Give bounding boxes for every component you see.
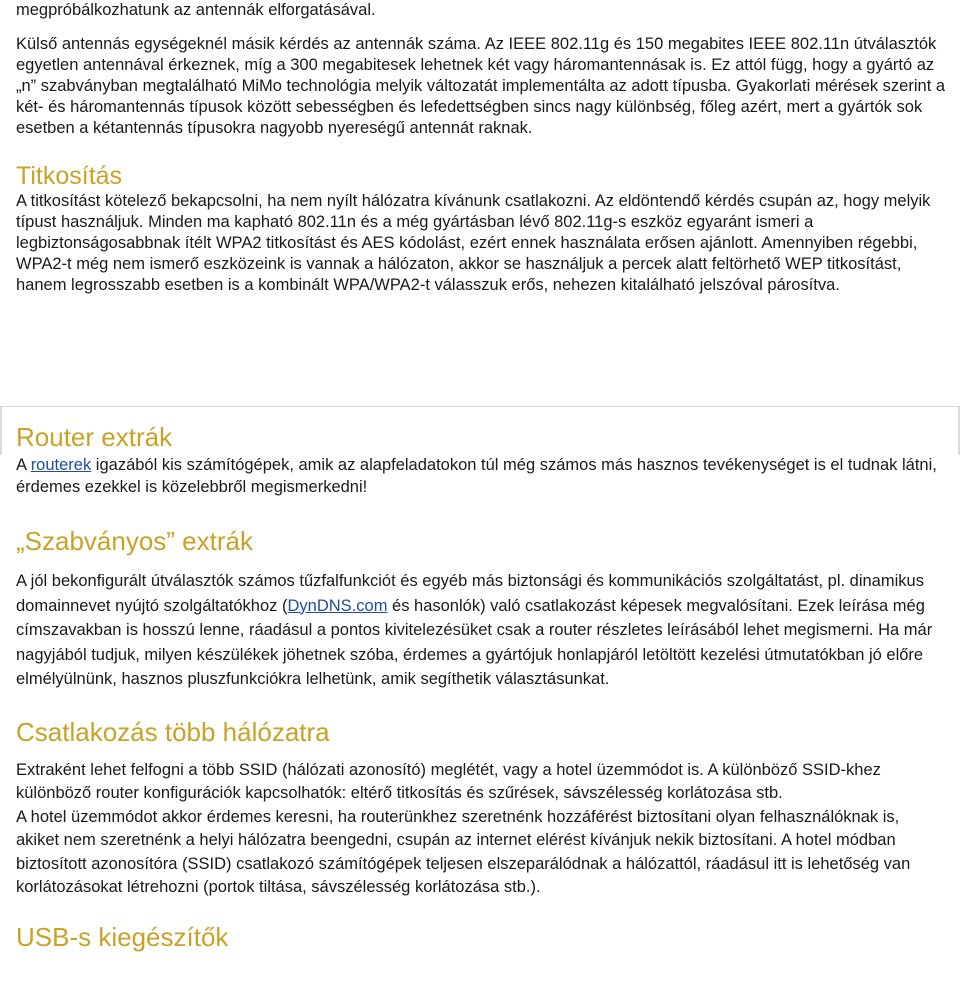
heading-titkositas: Titkosítás — [16, 162, 123, 190]
router-text-post: igazából kis számítógépek, amik az alapfeladatokon túl még számos más hasznos tevékenységet is el tudnak látni, érdemes ezekkel is közelebbről megismerkedni! — [16, 456, 937, 496]
routerek-link[interactable]: routerek — [30, 456, 92, 474]
page-upper — [16, 0, 946, 296]
intro-line: megpróbálkozhatunk az antennák elforgatásával. — [16, 1, 376, 19]
router-text-pre: A — [16, 456, 31, 474]
dyndns-link[interactable]: DynDNS.com — [287, 596, 388, 615]
szabvanyos-text-post: és hasonlók) való csatlakozást képesek megvalósítani. Ezek leírása még címszavakban is hosszú lenne, ráadásul a pontos kivitelezésüket csak a router részletes leírásából lehet megismerni. Ha már nagyjából tudjuk, milyen készülékek jöhetnek szóba, érdemes a gyártójuk honlapjáról letöltött kezelési útmutatókban jó előre elmélyülnünk, hasznos pluszfunkciókra lelhetünk, amik segíthetik választásunkat. — [16, 596, 933, 688]
szabvanyos-paragraph — [16, 569, 946, 692]
page-edge-left — [0, 407, 2, 455]
page-lower — [16, 420, 946, 954]
szabvanyos-text-pre: A jól bekonfigurált útválasztók számos tűzfalfunkciót és egyéb más biztonsági és kommunikációs szolgáltatást, pl. dinamikus domainnevet nyújtó szolgáltatókhoz ( — [16, 572, 924, 615]
heading-szabvanyos-extrak: „Szabványos” extrák — [16, 526, 253, 556]
antenna-paragraph: Külső antennás egységeknél másik kérdés az antennák száma. Az IEEE 802.11g és 150 megabites IEEE 802.11n útválasztók egyetlen antennával érkeznek, míg a 300 megabitesek lehetnek két vagy háromantennásak is. Ez attól függ, hogy a gyártó az „n” szabványban megtalálható MiMo technológia melyik változatát implementálta az adott típusba. Gyakorlati mérések szerint a két- és háromantennás típusok között sebességben és lefedettségben sincs nagy különbség, főleg azért, mert a gyártók sok esetben a kétantennás típusokra nagyobb nyereségű antennát raknak. — [16, 35, 946, 137]
titkositas-paragraph: A titkosítást kötelező bekapcsolni, ha nem nyílt hálózatra kívánunk csatlakozni. Az eldöntendő kérdés csupán az, hogy melyik típust használjuk. Minden ma kapható 802.11n és a még gyártásban lévő 802.11g-s eszköz egyaránt ismeri a legbiztonságosabbnak ítélt WPA2 titkosítást és AES kódolást, ezért ennek használata erősen ajánlott. Amennyiben régebbi, WPA2-t még nem ismerő eszközeink is vannak a hálózaton, akkor se használjuk a percek alatt feltörhető WEP titkosítást, hanem legrosszabb esetben is a kombinált WPA/WPA2-t válasszuk erős, nehezen kitalálható jelszóval párosítva. — [16, 192, 931, 294]
heading-csatlakozas: Csatlakozás több hálózatra — [16, 716, 330, 747]
router-paragraph — [16, 454, 946, 498]
heading-router-extrak: Router extrák — [16, 422, 173, 452]
heading-usb-kiegeszitok: USB-s kiegészítők — [16, 921, 229, 952]
csatlakozas-paragraph-2: A hotel üzemmódot akkor érdemes keresni, ha routerünkhez szeretnénk hozzáférést biztosítani olyan felhasználóknak is, akiket nem szeretnénk a helyi hálózatra beengedni, csupán az internet elérést kívánjuk nekik biztosítani. A hotel módban biztosított azonosítóra (SSID) csatlakozó számítógépek teljesen elszeparálódnak a hálózattól, ráadásul itt is lehetőség van korlátozásokat létrehozni (portok tiltása, sávszélesség korlátozása stb.). — [16, 807, 911, 896]
csatlakozas-paragraph-1: Extraként lehet felfogni a több SSID (hálózati azonosító) meglétét, vagy a hotel üzemmódot is. A különböző SSID-khez különböző router konfigurációk kapcsolhatók: eltérő titkosítás és szűrések, sávszélesség korlátozása stb. — [16, 760, 881, 802]
